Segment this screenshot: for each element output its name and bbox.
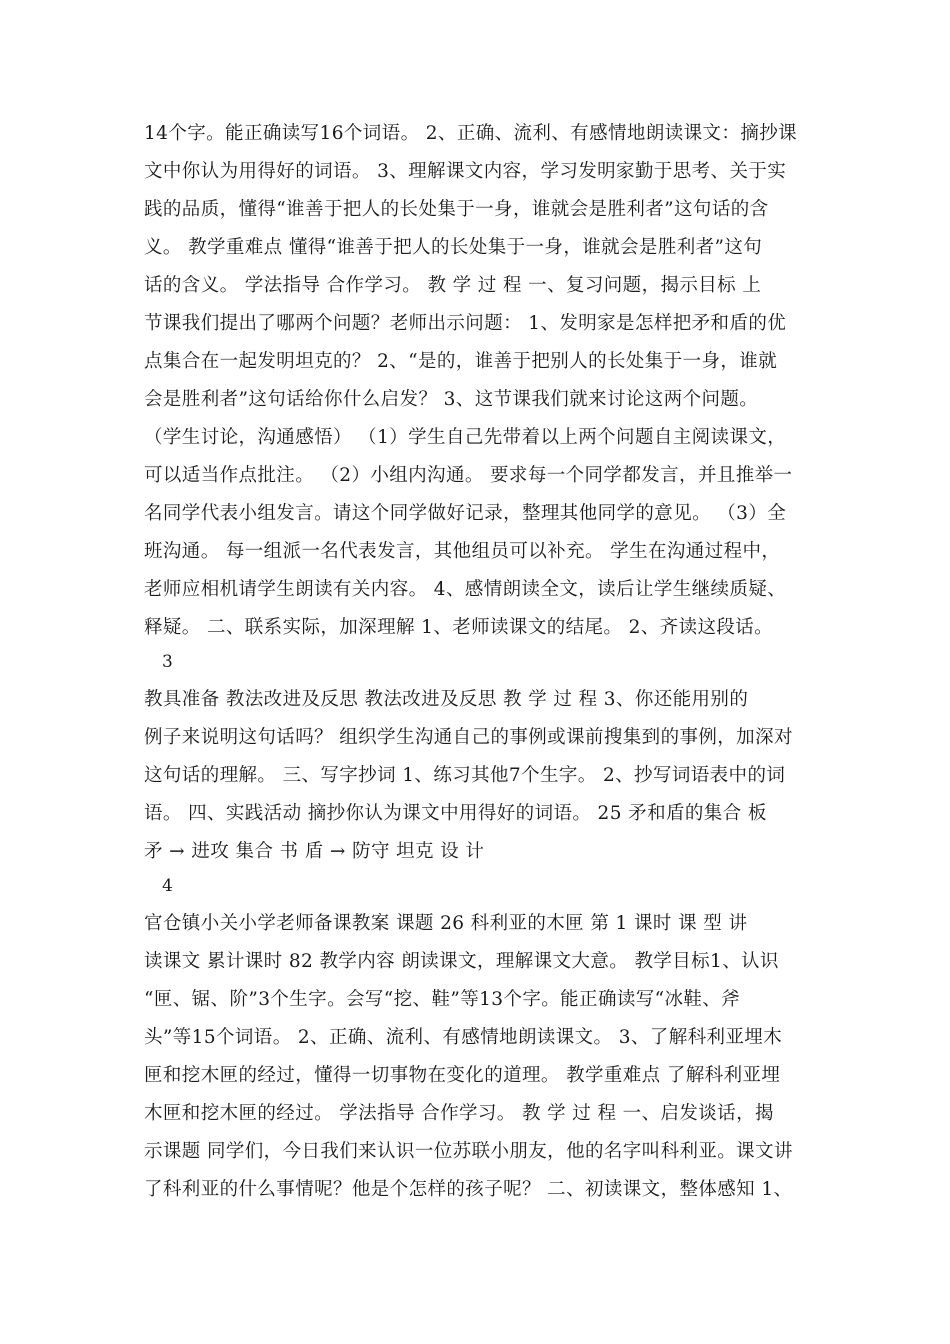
text-line: 例子来说明这句话吗？ 组织学生沟通自己的事例或课前搜集到的事例，加深对 [144, 727, 793, 748]
text-line: 教具准备 教法改进及反思 教法改进及反思 教 学 过 程 3、你还能用别的 [144, 689, 749, 710]
text-line: 践的品质，懂得“谁善于把人的长处集于一身，谁就会是胜利者”这句话的含 [144, 199, 769, 220]
text-line: 14个字。能正确读写16个词语。 2、正确、流利、有感情地朗读课文：摘抄课 [144, 123, 798, 144]
text-line: 名同学代表小组发言。请这个同学做好记录，整理其他同学的意见。 （3）全 [144, 503, 787, 524]
text-line: 读课文 累计课时 82 教学内容 朗读课文，理解课文大意。 教学目标1、认识 [144, 951, 779, 972]
text-line: 匣和挖木匣的经过，懂得一切事物在变化的道理。 教学重难点 了解科利亚埋 [144, 1065, 781, 1086]
text-line: 老师应相机请学生朗读有关内容。 4、感情朗读全文，读后让学生继续质疑、 [144, 579, 787, 600]
text-line: 了科利亚的什么事情呢？他是个怎样的孩子呢？ 二、初读课文，整体感知 1、 [144, 1179, 793, 1200]
text-line: 文中你认为用得好的词语。 3、理解课文内容，学习发明家勤于思考、关于实 [144, 161, 787, 182]
text-line: 头”等15个词语。 2、正确、流利、有感情地朗读课文。 3、了解科利亚埋木 [144, 1027, 783, 1048]
text-line: 官仓镇小关小学老师备课教案 课题 26 科利亚的木匣 第 1 课时 课 型 讲 [144, 913, 748, 934]
text-line: 点集合在一起发明坦克的？ 2、“是的，谁善于把别人的长处集于一身，谁就 [144, 351, 778, 372]
page-number: 4 [162, 876, 173, 896]
text-line: 会是胜利者”这句话给你什么启发？ 3、这节课我们就来讨论这两个问题。 [144, 389, 759, 410]
text-line: 义。 教学重难点 懂得“谁善于把人的长处集于一身，谁就会是胜利者”这句 [144, 237, 763, 258]
text-line: 释疑。 二、联系实际，加深理解 1、老师读课文的结尾。 2、齐读这段话。 [144, 617, 774, 638]
text-line: 木匣和挖木匣的经过。 学法指导 合作学习。 教 学 过 程 一、启发谈话，揭 [144, 1103, 774, 1124]
text-line: 语。 四、实践活动 摘抄你认为课文中用得好的词语。 25 矛和盾的集合 板 [144, 803, 767, 824]
page-number: 3 [162, 652, 173, 672]
text-line: 矛 → 进攻 集合 书 盾 → 防守 坦克 设 计 [144, 841, 485, 862]
text-line: 示课题 同学们，今日我们来认识一位苏联小朋友，他的名字叫科利亚。课文讲 [144, 1141, 793, 1162]
text-line: 班沟通。 每一组派一名代表发言，其他组员可以补充。 学生在沟通过程中， [144, 541, 781, 562]
text-line: 话的含义。 学法指导 合作学习。 教 学 过 程 一、复习问题，揭示目标 上 [144, 275, 762, 296]
text-line: （学生讨论，沟通感悟） （1）学生自己先带着以上两个问题自主阅读课文， [144, 427, 787, 448]
text-line: 可以适当作点批注。 （2）小组内沟通。 要求每一个同学都发言，并且推举一 [144, 465, 793, 486]
text-line: “匣、锯、阶”3个生字。会写“挖、鞋”等13个字。能正确读写“冰鞋、斧 [144, 989, 741, 1010]
text-line: 节课我们提出了哪两个问题？老师出示问题： 1、发明家是怎样把矛和盾的优 [144, 313, 787, 334]
text-line: 这句话的理解。 三、写字抄词 1、练习其他7个生字。 2、抄写词语表中的词 [144, 765, 786, 786]
